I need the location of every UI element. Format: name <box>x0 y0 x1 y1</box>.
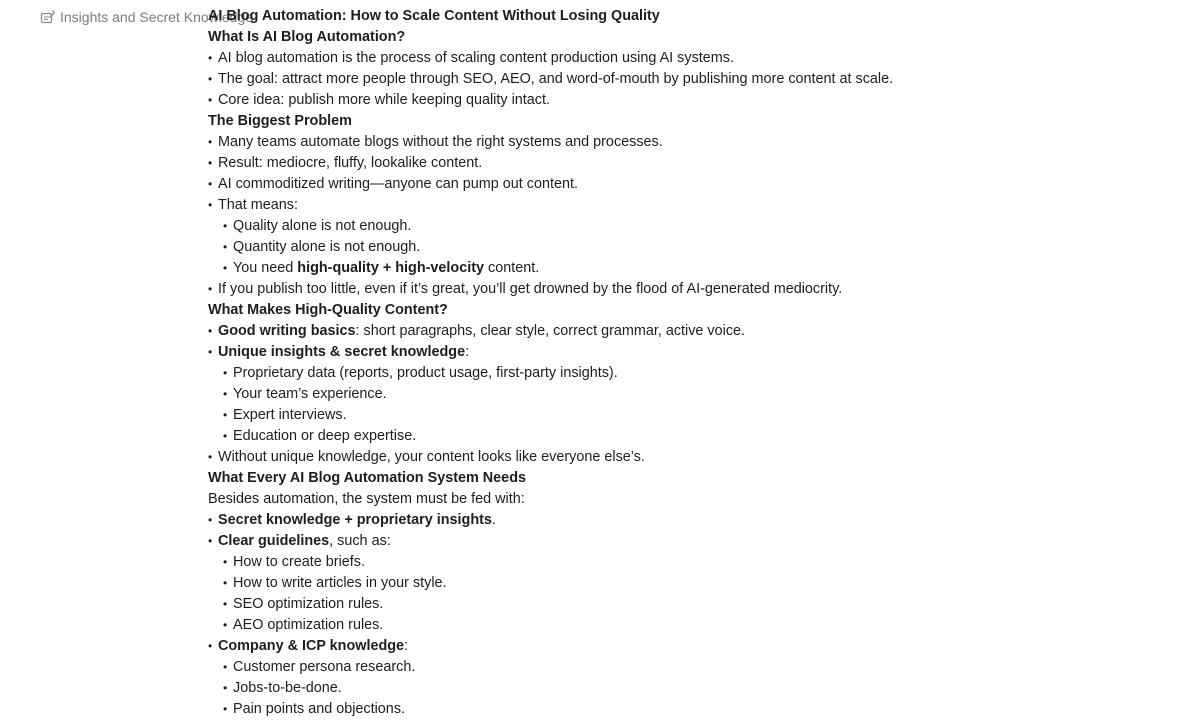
section-heading: What Is AI Blog Automation? <box>208 29 406 45</box>
bullet-item <box>208 321 1168 342</box>
bullet-item: • Many teams automate blogs without the right systems and processes. <box>208 132 1168 153</box>
sub-bullet-item: • Jobs-to-be-done. <box>208 678 1168 699</box>
bullet-text: : <box>404 638 409 654</box>
sub-bullet-item: • Customer persona research. <box>208 657 1168 678</box>
bullet-item <box>208 636 1168 657</box>
bullet-item: • If you publish too little, even if it’s great, you’ll get drowned by the flood of AI-generated mediocrity. <box>208 279 1168 300</box>
section-heading: What Makes High-Quality Content? <box>208 302 448 318</box>
bullet-item: • AI commoditized writing—anyone can pump out content. <box>208 174 1168 195</box>
sidebar-note-title: Insights and Secret Knowledge <box>60 9 254 25</box>
sub-bullet-item: • Quality alone is not enough. <box>208 216 1168 237</box>
sub-bullet-item: • How to create briefs. <box>208 552 1168 573</box>
bullet-item <box>208 531 1168 552</box>
bullet-bold-text: Secret knowledge + proprietary insights <box>218 512 492 528</box>
bullet-item: • That means: <box>208 195 1168 216</box>
sub-bullet-item: • Your team’s experience. <box>208 384 1168 405</box>
bullet-item: • AI blog automation is the process of scaling content production using AI systems. <box>208 48 1168 69</box>
sub-bullet-item: • AEO optimization rules. <box>208 615 1168 636</box>
bullet-bold-text: Good writing basics <box>218 323 356 339</box>
section-heading: The Biggest Problem <box>208 113 352 129</box>
bullet-text: , such as: <box>329 533 391 549</box>
bullet-text: : <box>465 344 470 360</box>
bullet-bold-text: high-quality + high-velocity <box>297 260 484 276</box>
bullet-bold-text: Company & ICP knowledge <box>218 638 405 654</box>
sub-bullet-item: • Pain points and objections. <box>208 699 1168 720</box>
sub-bullet-item: • SEO optimization rules. <box>208 594 1168 615</box>
section-heading: What Every AI Blog Automation System Needs <box>208 470 526 486</box>
note-pencil-icon <box>40 9 56 25</box>
bullet-bold-text: Unique insights & secret knowledge <box>218 344 466 360</box>
sub-bullet-item: • Proprietary data (reports, product usage, first-party insights). <box>208 363 1168 384</box>
bullet-item: • Result: mediocre, fluffy, lookalike content. <box>208 153 1168 174</box>
sub-bullet-item: • Education or deep expertise. <box>208 426 1168 447</box>
sub-bullet-item: • Quantity alone is not enough. <box>208 237 1168 258</box>
paragraph: Besides automation, the system must be fed with: <box>208 491 525 507</box>
sub-bullet-item: • How to write articles in your style. <box>208 573 1168 594</box>
bullet-text: : short paragraphs, clear style, correct grammar, active voice. <box>355 323 746 339</box>
sub-bullet-item <box>208 258 1168 279</box>
bullet-item: • The goal: attract more people through SEO, AEO, and word-of-mouth by publishing more content at scale. <box>208 69 1168 90</box>
bullet-item <box>208 510 1168 531</box>
bullet-text: . <box>491 512 496 528</box>
document-body <box>208 6 1168 720</box>
sidebar-note-link[interactable] <box>40 8 254 26</box>
sub-bullet-item: • Expert interviews. <box>208 405 1168 426</box>
document-title: AI Blog Automation: How to Scale Content Without Losing Quality <box>208 8 660 24</box>
bullet-bold-text: Clear guidelines <box>218 533 330 549</box>
bullet-item <box>208 342 1168 363</box>
bullet-text: content. <box>484 260 540 276</box>
bullet-text: You need <box>233 260 298 276</box>
bullet-item: • Core idea: publish more while keeping quality intact. <box>208 90 1168 111</box>
bullet-item: • Without unique knowledge, your content looks like everyone else’s. <box>208 447 1168 468</box>
